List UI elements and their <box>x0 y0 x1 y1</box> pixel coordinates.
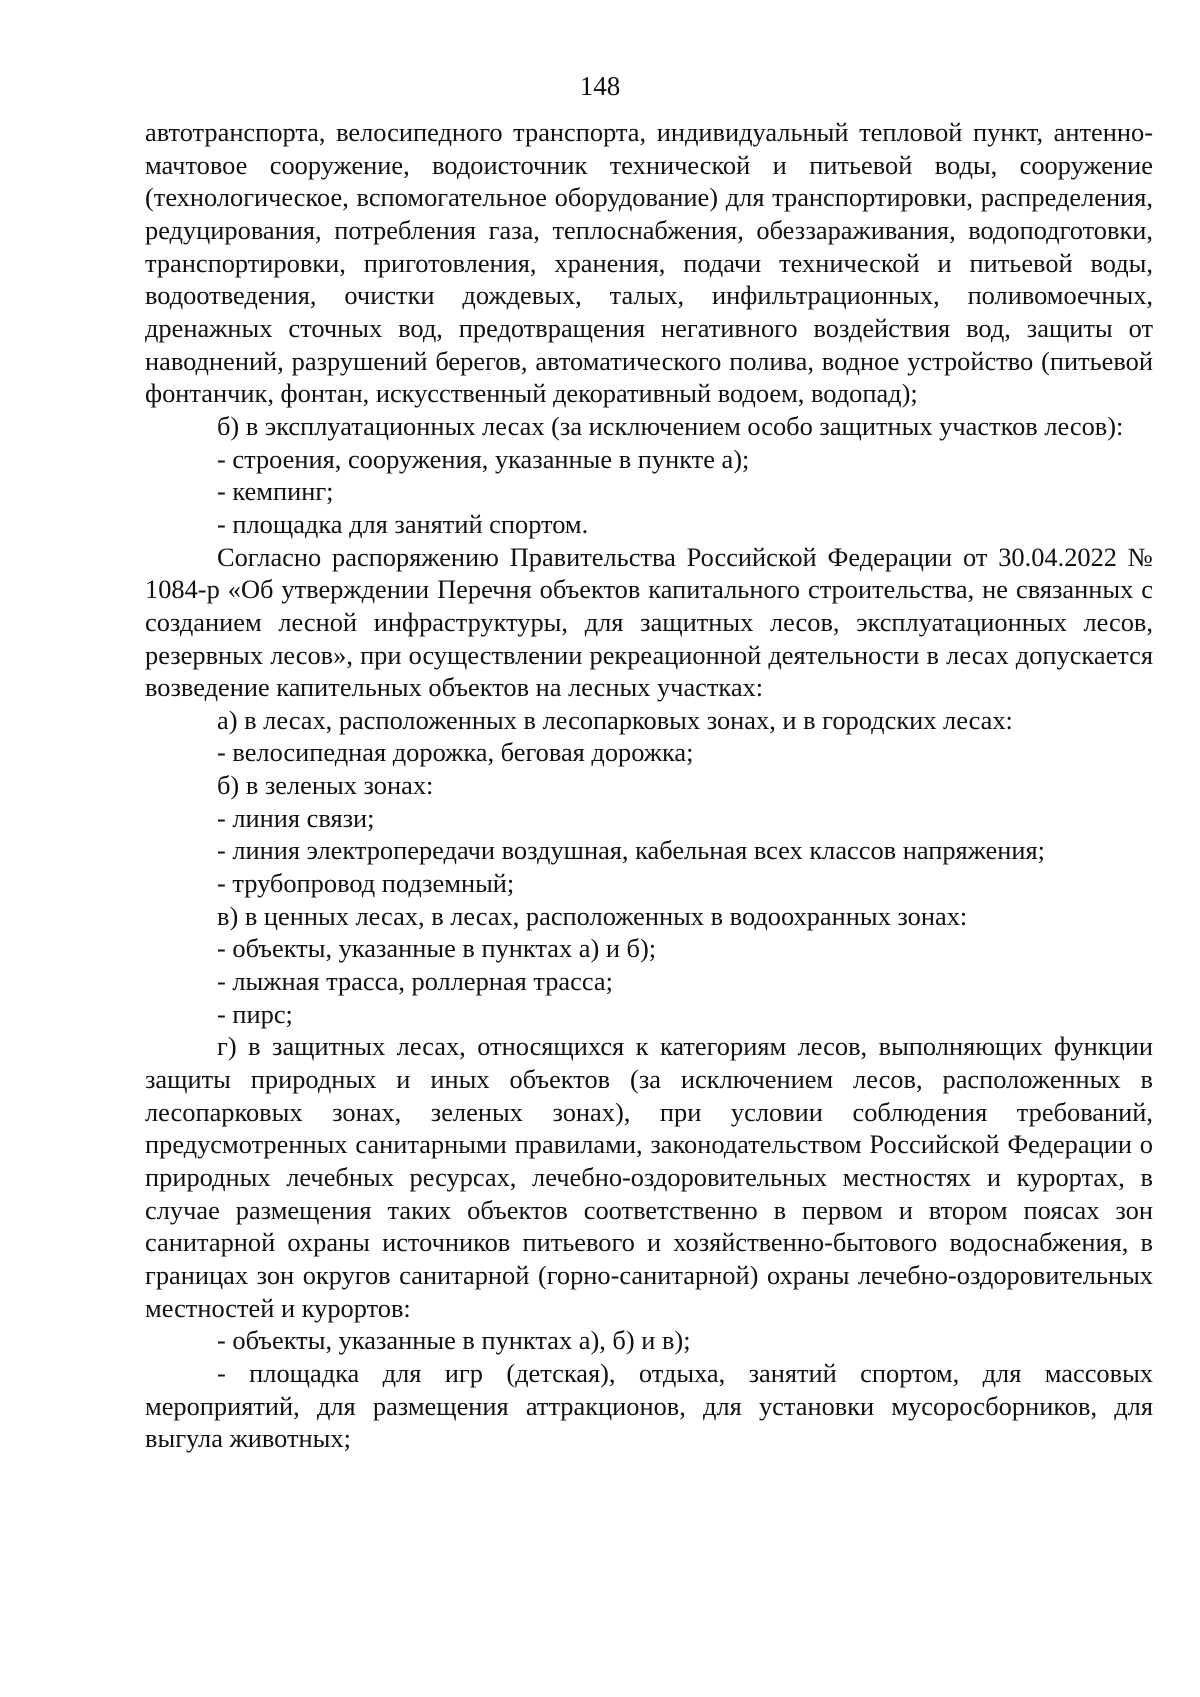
paragraph-14: - объекты, указанные в пунктах а) и б); <box>217 933 657 964</box>
paragraph-19: - площадка для игр (детская), отдыха, занятий спортом, для массовых мероприятий, для размещения аттракционов, для установки мусоросборников, для выгула животных; <box>145 1357 1153 1454</box>
paragraph-9: б) в зеленых зонах: <box>217 770 434 801</box>
paragraph-13: в) в ценных лесах, в лесах, расположенных в водоохранных зонах: <box>217 900 968 931</box>
paragraph-6: Согласно распоряжению Правительства Российской Федерации от 30.04.2022 № 1084-р «Об утверждении Перечня объектов капитального строительства, не связанных с созданием лесной инфраструктуры, для защитных лесов, эксплуатационных лесов, резервных лесов», при осуществлении рекреационной деятельности в лесах допускается возведение капительных объектов на лесных участках: <box>145 541 1153 703</box>
paragraph-3: - строения, сооружения, указанные в пункте а); <box>217 443 750 474</box>
paragraph-4: - кемпинг; <box>217 476 334 507</box>
paragraph-2: б) в эксплуатационных лесах (за исключением особо защитных участков лесов): <box>217 410 1124 441</box>
paragraph-1: автотранспорта, велосипедного транспорта, индивидуальный тепловой пункт, антенно-мачтовое сооружение, водоисточник технической и питьевой воды, сооружение (технологическое, вспомогательное оборудование) для транспортировки, распределения, редуцирования, потребления газа, теплоснабжения, обеззараживания, водоподготовки, транспортировки, приготовления, хранения, подачи технической и питьевой воды, водоотведения, очистки дождевых, талых, инфильтрационных, поливомоечных, дренажных сточных вод, предотвращения негативного воздействия вод, защиты от наводнений, разрушений берегов, автоматического полива, водное устройство (питьевой фонтанчик, фонтан, искусственный декоративный водоем, водопад); <box>145 117 1153 409</box>
paragraph-11: - линия электропередачи воздушная, кабельная всех классов напряжения; <box>217 835 1045 866</box>
paragraph-12: - трубопровод подземный; <box>217 868 515 899</box>
paragraph-17: г) в защитных лесах, относящихся к категориям лесов, выполняющих функции защиты природных и иных объектов (за исключением лесов, расположенных в лесопарковых зонах, зеленых зонах), при условии соблюдения требований, предусмотренных санитарными правилами, законодательством Российской Федерации о природных лечебных ресурсах, лечебно-оздоровительных местностях и курортах, в случае размещения таких объектов соответственно в первом и втором поясах зон санитарной охраны источников питьевого и хозяйственно-бытового водоснабжения, в границах зон округов санитарной (горно-санитарной) охраны лечебно-оздоровительных местностей и курортов: <box>145 1031 1153 1323</box>
paragraph-8: - велосипедная дорожка, беговая дорожка; <box>217 737 694 768</box>
paragraph-18: - объекты, указанные в пунктах а), б) и в); <box>217 1325 691 1356</box>
page-number: 148 <box>579 71 621 101</box>
paragraph-5: - площадка для занятий спортом. <box>217 508 589 539</box>
document-body <box>145 116 1153 1455</box>
paragraph-16: - пирс; <box>217 998 293 1029</box>
paragraph-7: а) в лесах, расположенных в лесопарковых зонах, и в городских лесах: <box>217 704 1013 735</box>
paragraph-10: - линия связи; <box>217 802 375 833</box>
paragraph-15: - лыжная трасса, роллерная трасса; <box>217 966 613 997</box>
